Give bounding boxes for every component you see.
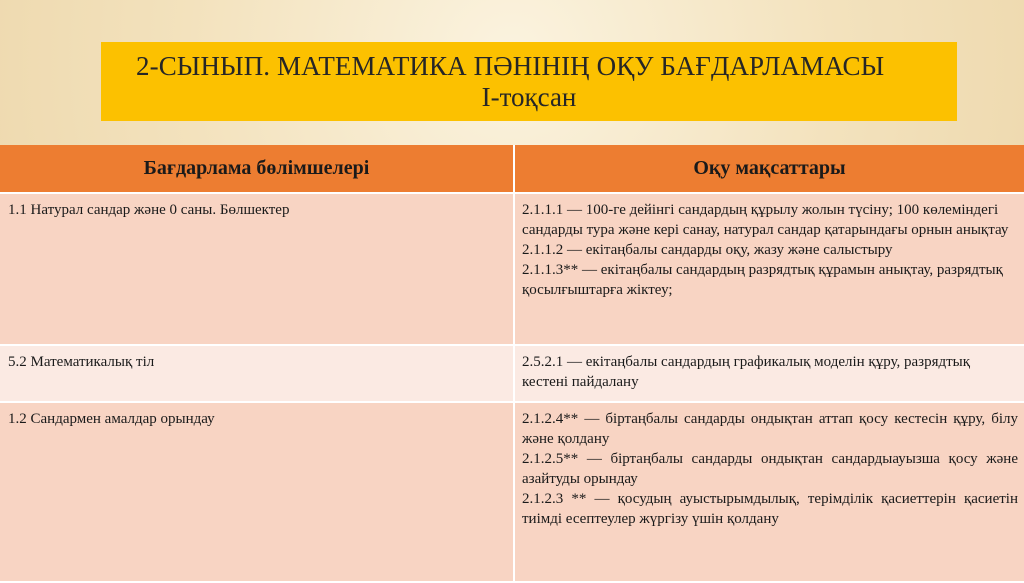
learning-goal: 2.1.1.2 — екітаңбалы сандарды оқу, жазу және салыстыру xyxy=(522,242,893,258)
goals-cell xyxy=(514,193,1024,345)
learning-goal: 2.1.2.4** — біртаңбалы сандарды ондықтан аттап қосу кестесін құру, білу және қолдану xyxy=(522,411,1018,447)
goals-cell xyxy=(514,402,1024,582)
learning-goal: 2.1.2.5** — біртаңбалы сандарды ондықтан сандардыауызша қосу және азайтуды орындау xyxy=(522,451,1018,487)
table-row xyxy=(0,402,1024,582)
goals-cell xyxy=(514,345,1024,402)
learning-goal: 2.1.2.3 ** — қосудың ауыстырымдылық, терімділік қасиеттерін қасиетін тиімді есептеулер жүргізу үшін қолдану xyxy=(522,491,1018,527)
learning-goal: 2.1.1.3** — екітаңбалы сандардың разрядтық құрамын анықтау, разрядтық қосылғыштарға жіктеу; xyxy=(522,262,1003,298)
column-header-goals: Оқу мақсаттары xyxy=(514,145,1024,193)
page-title: 2-СЫНЫП. МАТЕМАТИКА ПӘНІНІҢ ОҚУ БАҒДАРЛАМАСЫ xyxy=(136,51,885,81)
section-cell: 1.1 Натурал сандар және 0 саны. Бөлшектер xyxy=(0,193,514,345)
learning-goal: 2.1.1.1 — 100-ге дейінгі сандардың құрылу жолын түсіну; 100 көлеміндегі сандарды тура және кері санау, натурал сандар қатарындағы орнын анықтау xyxy=(522,202,1009,238)
section-cell: 5.2 Математикалық тіл xyxy=(0,345,514,402)
table-header-row xyxy=(0,145,1024,193)
page-subtitle: І-тоқсан xyxy=(481,82,577,112)
title-banner xyxy=(101,42,957,121)
table-row xyxy=(0,193,1024,345)
curriculum-table xyxy=(0,145,1024,583)
learning-goal: 2.5.2.1 — екітаңбалы сандардың графикалық моделін құру, разрядтық кестені пайдалану xyxy=(522,354,971,390)
table-row xyxy=(0,345,1024,402)
column-header-sections: Бағдарлама бөлімшелері xyxy=(0,145,514,193)
section-cell: 1.2 Сандармен амалдар орындау xyxy=(0,402,514,582)
